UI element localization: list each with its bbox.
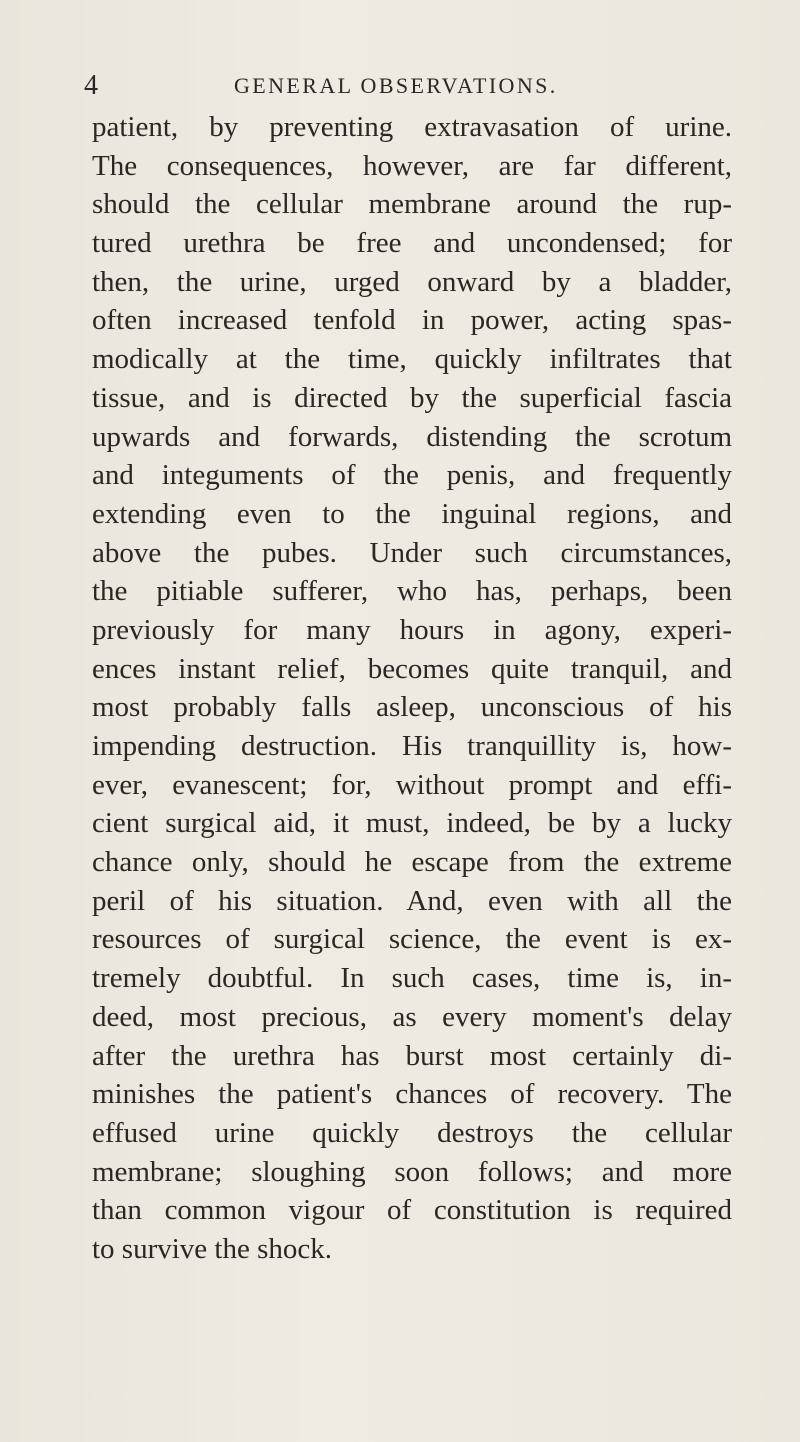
text-line: impending destruction. His tranquillity is, how- [92,730,732,762]
text-line: tured urethra be free and uncondensed; for [92,227,732,260]
body-text [92,108,732,1269]
text-line: previously for many hours in agony, experi- [92,613,732,646]
text-line: effused urine quickly destroys the cellular [92,1116,732,1149]
text-line: chance only, should he escape from the extreme [92,846,732,879]
text-line: after the urethra has burst most certainly di- [92,1039,732,1072]
running-head [84,66,724,106]
text-line: resources of surgical science, the event is ex- [92,923,732,956]
text-line: patient, by preventing extravasation of urine. [92,111,732,143]
text-line: minishes the patient's chances of recovery. The [92,1078,732,1111]
text-line: cient surgical aid, it must, indeed, be by a lucky [92,807,732,840]
text-line: above the pubes. Under such circumstances, [92,536,732,569]
text-line: tissue, and is directed by the superficial fascia [92,381,732,414]
text-line: deed, most precious, as every moment's delay [92,1000,732,1033]
text-line: ever, evanescent; for, without prompt and effi- [92,768,732,801]
text-line: The consequences, however, are far different, [92,149,732,182]
text-line: modically at the time, quickly infiltrates that [92,343,732,376]
text-line: membrane; sloughing soon follows; and more [92,1155,732,1188]
text-line: extending even to the inguinal regions, and [92,497,732,530]
text-line: than common vigour of constitution is required [92,1194,732,1227]
text-line: peril of his situation. And, even with all the [92,884,732,917]
text-line-last: to survive the shock. [92,1232,333,1265]
text-line: the pitiable sufferer, who has, perhaps, been [92,575,732,608]
text-line: upwards and forwards, distending the scrotum [92,420,732,453]
text-line: then, the urine, urged onward by a bladder, [92,265,732,298]
running-title: GENERAL OBSERVATIONS. [234,73,558,98]
text-line: and integuments of the penis, and frequently [92,459,732,492]
page-number: 4 [84,70,98,101]
text-line: often increased tenfold in power, acting spas- [92,304,732,337]
text-line: tremely doubtful. In such cases, time is, in- [92,962,732,995]
text-line: most probably falls asleep, unconscious of his [92,691,732,724]
text-line: ences instant relief, becomes quite tranquil, and [92,652,732,685]
text-line: should the cellular membrane around the rup- [92,188,732,221]
